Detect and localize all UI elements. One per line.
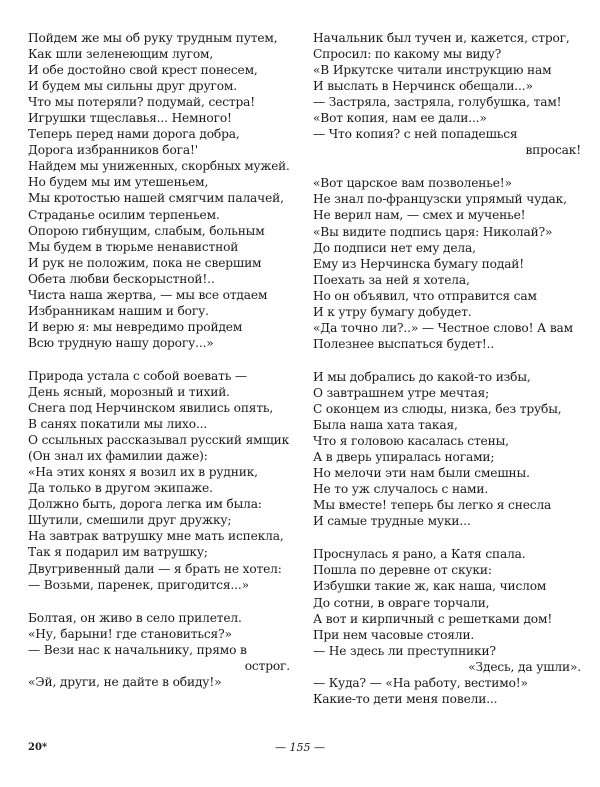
verse-line: Избушки такие ж, как наша, числом [313,579,547,594]
verse-line: острог. [244,658,290,673]
verse-line: — Вези нас к начальнику, прямо в [28,642,247,657]
left-column [28,30,290,707]
verse-line: С оконцем из слюды, низка, без трубы, [313,401,562,416]
verse-line: — Не здесь ли преступники? [313,643,496,658]
verse-line: И будем мы сильны друг другом. [28,79,237,94]
stanza [28,30,290,351]
verse-line: Игрушки тщеславья... Немного! [28,111,232,126]
verse-line: Не знал по-французски упрямый чудак, [313,192,567,207]
stanza [313,546,581,706]
verse-line: В санях покатили мы лихо... [28,417,208,432]
verse-line: И самые трудные муки... [313,514,471,529]
verse-line: Ему из Нерчинска бумагу подай! [313,256,525,271]
verse-line: Но будем мы им утешеньем, [28,175,209,190]
verse-line: Страданье осилим терпеньем. [28,207,220,222]
verse-line: — Что копия? с ней попадешься [313,127,518,142]
verse-line: И обе достойно свой крест понесем, [28,63,258,78]
verse-line: И верю я: мы невредимо пройдем [28,319,243,334]
verse-line: «В Иркутске читали инструкцию нам [313,63,552,78]
verse-line: Пойдем же мы об руку трудным путем, [28,31,278,45]
verse-line: Да только в другом экипаже. [28,481,213,496]
verse-line: Какие-то дети меня повели... [313,691,498,706]
verse-line: Начальник был тучен и, кажется, строг, [313,31,570,45]
verse-line: «Эй, други, не дайте в обиду!» [28,674,222,689]
verse-line: Пошла по деревне от скуки: [313,563,492,578]
verse-line: Снега под Нерчинском явились опять, [28,401,274,416]
verse-line: «Вы видите подпись царя: Николай?» [313,224,553,239]
verse-line: (Он знал их фамилии даже): [28,449,208,464]
verse-line: Найдем мы униженных, скорбных мужей. [28,159,290,174]
stanza [313,369,581,529]
page-footer [0,740,600,756]
verse-line: О ссыльных рассказывал русский ямщик [28,433,290,448]
stanza [28,368,290,593]
verse-line: Не то уж случалось с нами. [313,482,489,497]
verse-line: впросак! [525,143,581,158]
verse-line: Шутили, смешили друг дружку; [28,513,232,528]
verse-line: Поехать за ней я хотела, [313,272,470,287]
verse-line: — Возьми, паренек, пригодится...» [28,577,249,592]
right-column [313,30,581,724]
verse-line: День ясный, морозный и тихий. [28,384,230,399]
verse-line: Теперь перед нами дорога добра, [28,127,240,142]
verse-line: Избранникам нашим и богу. [28,303,209,318]
verse-line: Проснулась я рано, а Катя спала. [313,547,526,562]
verse-line: Мы будем в тюрьме ненавистной [28,239,239,254]
verse-line: — Застряла, застряла, голубушка, там! [313,95,562,110]
verse-line: Не верил нам, — смех и мученье! [313,208,526,223]
verse-line: Опорою гибнущим, слабым, больным [28,223,265,238]
verse-line: Всю трудную нашу дорогу...» [28,335,214,350]
verse-line: Мы вместе! теперь бы легко я снесла [313,498,552,513]
verse-line: Дорога избранников бога!' [28,143,198,158]
verse-line: Природа устала с собой воевать — [28,368,247,383]
verse-line: Спросил: по какому мы виду? [313,47,502,62]
verse-line: О завтрашнем утре мечтая; [313,385,490,400]
verse-line: «На этих конях я возил их в рудник, [28,465,258,480]
verse-line: «Вот царское вам позволенье!» [313,176,512,191]
verse-line: Обета любви бескорыстной!.. [28,271,215,286]
verse-line: Как шли зеленеющим лугом, [28,47,214,62]
verse-line: И мы добрались до какой-то избы, [313,369,531,384]
verse-line: До сотни, в овраге торчали, [313,595,490,610]
verse-line: «Здесь, да ушли». [468,659,581,674]
verse-line: И к утру бумагу добудет. [313,304,472,319]
verse-line: Но он объявил, что отправится сам [313,288,537,303]
verse-line: Болтая, он живо в село прилетел. [28,610,242,625]
page-number: — 155 — [275,741,325,754]
verse-line: — Куда? — «На работу, вестимо!» [313,675,528,690]
verse-line: Но мелочи эти нам были смешны. [313,466,530,481]
verse-line: Была наша хата такая, [313,418,458,433]
verse-line: «Да точно ли?..» — Честное слово! А вам [313,320,574,335]
stanza [313,30,581,158]
stanza [28,610,290,690]
verse-line: А вот и кирпичный с решетками дом! [313,611,553,626]
verse-line: «Ну, барыни! где становиться?» [28,626,232,641]
verse-line: При нем часовые стояли. [313,627,475,642]
verse-line: «Вот копия, нам ее дали...» [313,111,487,126]
verse-line: Что я головою касалась стены, [313,434,509,449]
verse-line: На завтрак ватрушку мне мать испекла, [28,529,284,544]
verse-line: До подписи нет ему дела, [313,240,476,255]
verse-line: Полезнее выспаться будет!.. [313,336,495,351]
verse-line: Что мы потеряли? подумай, сестра! [28,95,255,110]
verse-line: Двугривенный дали — я брать не хотел: [28,561,282,576]
verse-line: Так я подарил им ватрушку; [28,545,208,560]
verse-line: Мы кротостью нашей смягчим палачей, [28,191,284,206]
stanza [313,175,581,352]
verse-line: А в дверь упиралась ногами; [313,450,495,465]
signature-mark: 20* [28,742,48,753]
verse-line: И рук не положим, пока не свершим [28,255,262,270]
verse-line: Чиста наша жертва, — мы все отдаем [28,287,268,302]
verse-line: Должно быть, дорога легка им была: [28,497,262,512]
verse-line: И выслать в Нерчинск обещали...» [313,79,533,94]
